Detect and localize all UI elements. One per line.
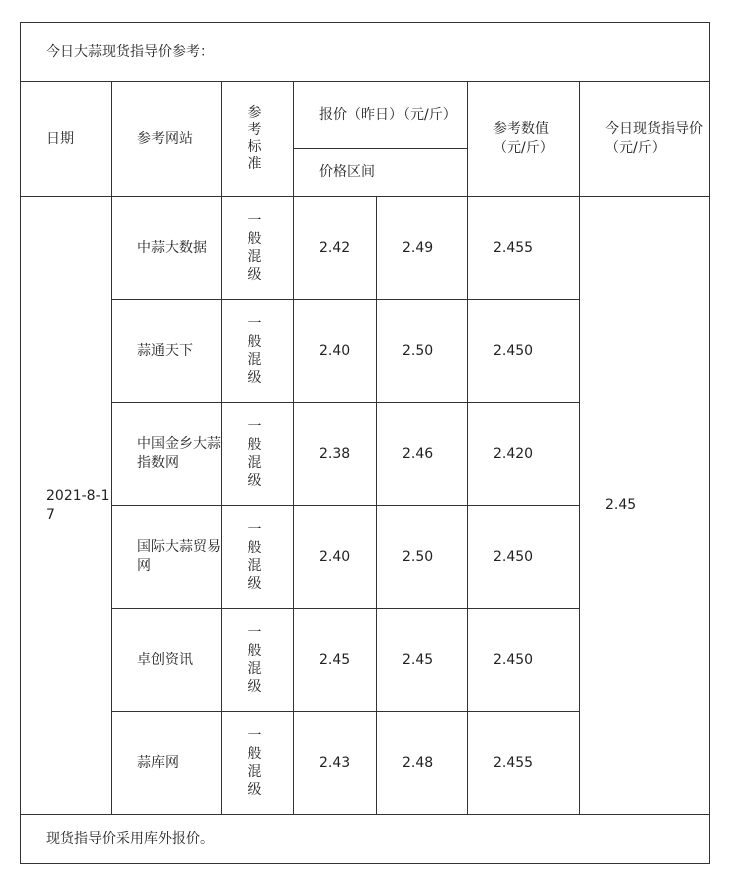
site-cell: 中国金乡大蒜指数网 (112, 403, 222, 506)
site-cell: 卓创资讯 (112, 609, 222, 712)
header-standard-text: 参考标准 (247, 104, 262, 172)
standard-text: 一般混级 (247, 727, 262, 798)
site-cell: 蒜库网 (112, 712, 222, 815)
reference-cell: 2.450 (468, 300, 580, 403)
high-price-cell: 2.48 (377, 712, 468, 815)
high-price-cell: 2.49 (377, 197, 468, 300)
reference-cell: 2.455 (468, 197, 580, 300)
standard-cell (222, 506, 294, 609)
header-guide: 今日现货指导价（元/斤） (580, 82, 710, 197)
reference-cell: 2.450 (468, 506, 580, 609)
table-title: 今日大蒜现货指导价参考： (21, 23, 710, 82)
guide-price-cell: 2.45 (580, 197, 710, 815)
garlic-price-table (20, 22, 710, 864)
header-quote: 报价（昨日）（元/斤） (294, 82, 468, 149)
high-price-cell: 2.50 (377, 300, 468, 403)
high-price-cell: 2.45 (377, 609, 468, 712)
standard-text: 一般混级 (247, 418, 262, 489)
low-price-cell: 2.40 (294, 300, 377, 403)
date-cell: 2021-8-17 (21, 197, 112, 815)
reference-cell: 2.420 (468, 403, 580, 506)
standard-text: 一般混级 (247, 212, 262, 283)
low-price-cell: 2.40 (294, 506, 377, 609)
site-cell: 蒜通天下 (112, 300, 222, 403)
low-price-cell: 2.45 (294, 609, 377, 712)
site-cell: 国际大蒜贸易网 (112, 506, 222, 609)
low-price-cell: 2.43 (294, 712, 377, 815)
header-reference: 参考数值（元/斤） (468, 82, 580, 197)
low-price-cell: 2.38 (294, 403, 377, 506)
table-note: 现货指导价采用库外报价。 (21, 815, 710, 864)
header-site: 参考网站 (112, 82, 222, 197)
high-price-cell: 2.50 (377, 506, 468, 609)
standard-cell (222, 197, 294, 300)
high-price-cell: 2.46 (377, 403, 468, 506)
standard-cell (222, 712, 294, 815)
standard-cell (222, 403, 294, 506)
reference-cell: 2.455 (468, 712, 580, 815)
standard-text: 一般混级 (247, 521, 262, 592)
header-date: 日期 (21, 82, 112, 197)
site-cell: 中蒜大数据 (112, 197, 222, 300)
standard-cell (222, 300, 294, 403)
standard-text: 一般混级 (247, 624, 262, 695)
standard-text: 一般混级 (247, 315, 262, 386)
header-standard (222, 82, 294, 197)
low-price-cell: 2.42 (294, 197, 377, 300)
reference-cell: 2.450 (468, 609, 580, 712)
standard-cell (222, 609, 294, 712)
table-row (21, 197, 710, 300)
header-range: 价格区间 (294, 149, 468, 197)
